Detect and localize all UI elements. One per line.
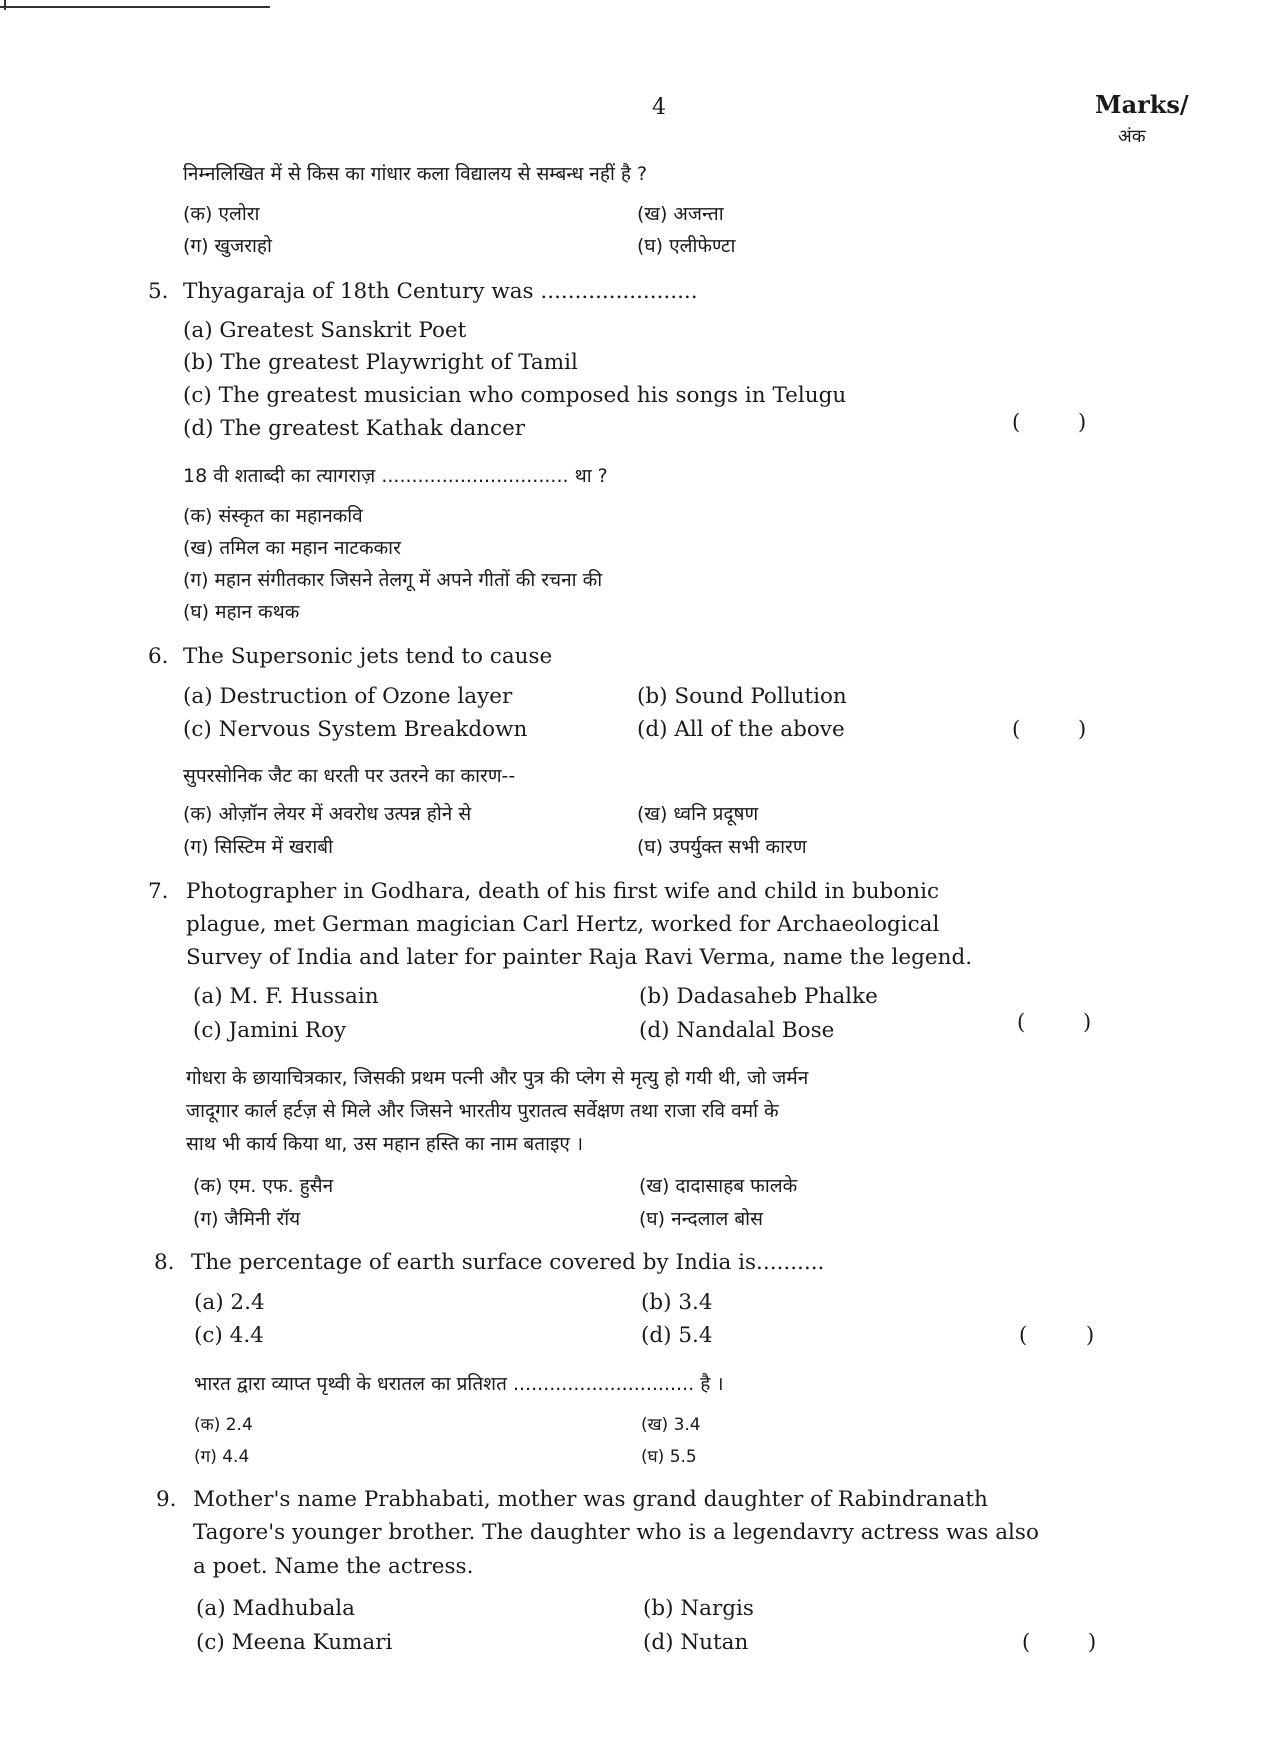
question-text-hindi: भारत द्वारा व्याप्त पृथ्वी के धरातल का प्रतिशत .............................. है । — [194, 1373, 724, 1395]
question-text-hindi-line-3: साथ भी कार्य किया था, उस महान हस्ति का नाम बताइए । — [186, 1133, 584, 1155]
question-text: निम्नलिखित में से किस का गांधार कला विद्यालय से सम्बन्ध नहीं है ? — [183, 163, 648, 185]
marks-label-hindi: अंक — [1118, 126, 1146, 147]
option-ka: (क) संस्कृत का महानकवि — [183, 505, 363, 527]
option-d: (d) The greatest Kathak dancer — [183, 416, 526, 441]
option-b: (b) Dadasaheb Phalke — [639, 984, 878, 1009]
marks-label: Marks/ — [1095, 90, 1189, 119]
option-d: (d) Nandalal Bose — [639, 1018, 835, 1043]
option-c: (c) Meena Kumari — [196, 1630, 393, 1655]
option-a: (a) 2.4 — [194, 1290, 265, 1315]
question-number: 9. — [156, 1487, 177, 1512]
question-text-hindi-line-2: जादूगार कार्ल हर्टज़ से मिले और जिसने भारतीय पुरातत्व सर्वेक्षण तथा राजा रवि वर्मा के — [186, 1100, 779, 1122]
option-ka: (क) ओज़ॉन लेयर में अवरोध उत्पन्न होने से — [183, 803, 472, 825]
option-c: (c) The greatest musician who composed his songs in Telugu — [183, 383, 847, 408]
option-gha: (घ) नन्दलाल बोस — [639, 1208, 763, 1230]
option-ga: (ग) 4.4 — [194, 1447, 250, 1467]
option-ka: (क) 2.4 — [194, 1415, 253, 1435]
option-kha: (ख) 3.4 — [641, 1415, 701, 1435]
question-text: Thyagaraja of 18th Century was ....................... — [183, 279, 698, 304]
answer-bracket-close: ) — [1088, 1630, 1097, 1654]
question-text-line-1: Mother's name Prabhabati, mother was grand daughter of Rabindranath — [193, 1487, 988, 1512]
question-number: 6. — [148, 644, 169, 669]
option-gha: (घ) महान कथक — [183, 601, 300, 623]
answer-bracket-close: ) — [1078, 410, 1087, 434]
option-d: (d) All of the above — [637, 717, 845, 742]
option-gha: (घ) 5.5 — [641, 1447, 697, 1467]
answer-bracket-open: ( — [1019, 1323, 1028, 1347]
option-ga: (ग) खुजराहो — [183, 235, 272, 257]
option-a: (a) M. F. Hussain — [193, 984, 379, 1009]
question-text: The percentage of earth surface covered by India is.......... — [191, 1250, 825, 1275]
question-text: The Supersonic jets tend to cause — [183, 644, 553, 669]
question-text-hindi: 18 वी शताब्दी का त्यागराज़ ............................... था ? — [183, 465, 608, 487]
option-kha: (ख) दादासाहब फालके — [639, 1175, 798, 1197]
question-text-line-2: plague, met German magician Carl Hertz, worked for Archaeological — [186, 912, 940, 937]
option-a: (a) Destruction of Ozone layer — [183, 684, 513, 709]
option-gha: (घ) उपर्युक्त सभी कारण — [637, 836, 807, 858]
option-ka: (क) एम. एफ. हुसैन — [193, 1175, 334, 1197]
answer-bracket-open: ( — [1012, 717, 1021, 741]
option-d: (d) 5.4 — [641, 1323, 713, 1348]
option-ga: (ग) महान संगीतकार जिसने तेलगू में अपने गीतों की रचना की — [183, 569, 603, 591]
option-c: (c) 4.4 — [194, 1323, 264, 1348]
option-c: (c) Jamini Roy — [193, 1018, 347, 1043]
question-text-line-3: Survey of India and later for painter Raja Ravi Verma, name the legend. — [186, 945, 973, 970]
answer-bracket-open: ( — [1012, 410, 1021, 434]
question-text-hindi: सुपरसोनिक जैट का धरती पर उतरने का कारण-- — [183, 765, 516, 787]
option-kha: (ख) तमिल का महान नाटककार — [183, 537, 401, 559]
answer-bracket-close: ) — [1086, 1323, 1095, 1347]
answer-bracket-open: ( — [1017, 1010, 1026, 1034]
question-text-hindi-line-1: गोधरा के छायाचित्रकार, जिसकी प्रथम पत्नी और पुत्र की प्लेग से मृत्यु हो गयी थी, जो जर्मन — [186, 1067, 809, 1089]
option-ga: (ग) जैमिनी रॉय — [193, 1208, 301, 1230]
answer-bracket-open: ( — [1022, 1630, 1031, 1654]
question-number: 8. — [154, 1250, 175, 1275]
option-b: (b) Nargis — [643, 1596, 754, 1621]
option-b: (b) 3.4 — [641, 1290, 713, 1315]
question-number: 7. — [148, 879, 169, 904]
option-ka: (क) एलोरा — [183, 203, 260, 225]
question-text-line-2: Tagore's younger brother. The daughter who is a legendavry actress was also — [193, 1520, 1039, 1545]
option-b: (b) The greatest Playwright of Tamil — [183, 350, 578, 375]
top-rule-tick — [4, 0, 6, 10]
page-number: 4 — [652, 95, 666, 120]
option-kha: (ख) ध्वनि प्रदूषण — [637, 803, 759, 825]
option-b: (b) Sound Pollution — [637, 684, 847, 709]
question-text-line-1: Photographer in Godhara, death of his first wife and child in bubonic — [186, 879, 940, 904]
question-number: 5. — [148, 279, 169, 304]
option-c: (c) Nervous System Breakdown — [183, 717, 528, 742]
question-text-line-3: a poet. Name the actress. — [193, 1554, 474, 1579]
option-gha: (घ) एलीफेण्टा — [637, 235, 736, 257]
option-a: (a) Madhubala — [196, 1596, 355, 1621]
option-d: (d) Nutan — [643, 1630, 749, 1655]
answer-bracket-close: ) — [1078, 717, 1087, 741]
top-rule — [0, 6, 270, 8]
option-kha: (ख) अजन्ता — [637, 203, 724, 225]
answer-bracket-close: ) — [1083, 1010, 1092, 1034]
option-ga: (ग) सिस्टिम में खराबी — [183, 836, 334, 858]
option-a: (a) Greatest Sanskrit Poet — [183, 318, 467, 343]
